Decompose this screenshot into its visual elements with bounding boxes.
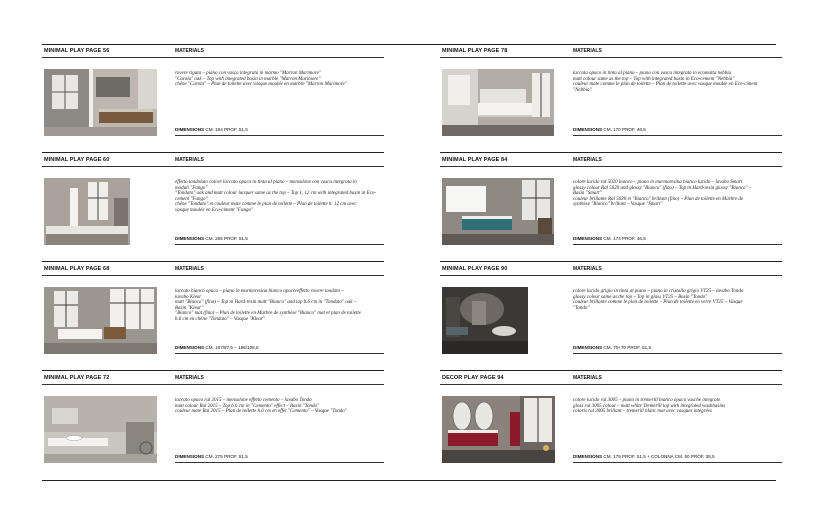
materials-label: MATERIALS — [573, 48, 602, 54]
entry-title: MINIMAL PLAY PAGE 78 — [442, 48, 508, 54]
dimensions-rule — [573, 353, 782, 354]
catalog-entry — [440, 44, 782, 153]
dimensions-value: CM. 194 PROF. 51,5 — [205, 127, 248, 132]
entry-title: MINIMAL PLAY PAGE 60 — [44, 157, 110, 163]
materials-label: MATERIALS — [175, 375, 204, 381]
materials-label: MATERIALS — [573, 375, 602, 381]
dimensions-value: CM. 174 PROF. 46,5 — [603, 236, 646, 241]
dimensions-rule — [175, 244, 384, 245]
materials-label: MATERIALS — [573, 266, 602, 272]
dimensions — [573, 454, 715, 459]
catalog-entry — [42, 371, 384, 480]
dimensions-label: DIMENSIONS — [573, 127, 603, 132]
dimensions-rule — [175, 353, 384, 354]
materials-description: effetto tondolato colore laccato opaco in tinta al piano – mensolone con vasca integrata in moduli "Fango" "Tondato" oak and matt colour lacquer same as the top – Top 1, 12 cm with integrated basin in Eco- cement "Fango" chêne "Tondato" et couleur mate comme le plan de toilette – Plan de toilette h. 12 cm avec vasque moulée en Eco-ciment "Fango" — [175, 180, 377, 213]
entry-header-rule — [42, 166, 384, 167]
bathroom-photo[interactable] — [442, 396, 555, 463]
dimensions-label: DIMENSIONS — [175, 454, 205, 459]
entry-header-rule — [42, 384, 384, 385]
dimensions-rule — [573, 135, 782, 136]
dimensions-value: CM. 175 PROF. 51,5 + COLONNA CM. 50 PROF. 36,5 — [603, 454, 715, 459]
catalog-entry — [440, 262, 782, 371]
right-column — [440, 44, 782, 480]
entry-header-rule — [440, 57, 782, 58]
bathroom-photo[interactable] — [44, 287, 157, 354]
materials-label: MATERIALS — [573, 157, 602, 163]
dimensions-value: CM. 170 PROF. 46,5 — [603, 127, 646, 132]
dimensions — [175, 454, 248, 459]
dimensions — [573, 127, 646, 132]
catalog-entry — [440, 153, 782, 262]
dimensions — [175, 127, 248, 132]
materials-description: laccato bianco opaco – piano in marmoresina bianco opaco/effetto rovere tondato – lavabo Klear matt "Bianco" (fino) – Top in Hard-resin matt "Bianco" and top h.6 cm in "Tondato" oak – Basin "Klear" "Bianco" mat (fino) – Plan de toilette en Marbre de synthèse "Bianco" mat et plan de toilette h.6 cm en chêne "Tondato" – Vasque "Klear" — [175, 289, 361, 322]
page-bottom-rule — [42, 480, 776, 481]
bathroom-photo[interactable] — [442, 287, 528, 354]
materials-label: MATERIALS — [175, 48, 204, 54]
left-column — [42, 44, 384, 480]
catalog-entry — [440, 371, 782, 480]
entry-header-rule — [42, 57, 384, 58]
dimensions — [175, 345, 259, 350]
entry-title: DECOR PLAY PAGE 94 — [442, 375, 504, 381]
entry-title: MINIMAL PLAY PAGE 68 — [44, 266, 110, 272]
materials-description: rovere rigata – piano con vasca integrata in marmo "Marron Marimore" "Carola" oak – Top with integrated basin in marble "Marron Marimore" chêne "Carola" – Plan de toilette avec vasque moulée en marbre "Marron Marimore" — [175, 71, 347, 88]
materials-description: laccato opaco ral 2015 – mensolone effetto cemento – lavabo Tondo matt colour Ral 2015 – Top h.6 cm in "Cemento" effect – Basin "Tondo" couleur mate Ral 2015 – Plan de toilette h.6 cm en effet "Cemento" – Vasque "Tondo" — [175, 398, 347, 415]
dimensions-label: DIMENSIONS — [573, 454, 603, 459]
entry-title: MINIMAL PLAY PAGE 72 — [44, 375, 110, 381]
materials-description: colore lucido grigio in tinta al piano – piano in cristallo grigio VT25 – lavabo Tondo glossy colour same as the top – Top in glass VT25 – Basin "Tondo" couleur brillante comme le plan de toilette – Plan de toilette en verre VT25 – Vasque "Tondo" — [573, 289, 744, 311]
materials-description: colore lucido ral 5020 bianco – piano in marmoresina bianco lucido – lavabo Smart glossy colour Ral 5020 and glossy "Bianco" (fino) – Top in Hard-resin glossy "Bianco" – Basin "Smart" couleur brillante Ral 5020 et "Bianco" brillant (fino) – Plan de toilette en Marbre de synthèse "Bianco" brillant – Vasque "Smart" — [573, 180, 752, 208]
dimensions — [175, 236, 248, 241]
entry-header-rule — [440, 275, 782, 276]
dimensions-label: DIMENSIONS — [573, 236, 603, 241]
dimensions-rule — [175, 462, 384, 463]
catalog-entry — [42, 262, 384, 371]
entry-title: MINIMAL PLAY PAGE 90 — [442, 266, 508, 272]
dimensions-rule — [573, 462, 782, 463]
dimensions — [573, 345, 651, 350]
bathroom-photo[interactable] — [44, 396, 157, 463]
dimensions-rule — [175, 135, 384, 136]
bathroom-photo[interactable] — [442, 69, 554, 136]
materials-label: MATERIALS — [175, 157, 204, 163]
bathroom-photo[interactable] — [44, 178, 130, 245]
dimensions-rule — [573, 244, 782, 245]
materials-description: laccato opaco in tinta al piano – piano con vasca integrata in ecomalta nebbia matt colour same as the top – Top with integrated basin in Eco-cement "Nebbia" couleur mate comme le plan de toilette – Plan de toilette avec vasque moulée en Eco-ciment "Nebbia" — [573, 71, 758, 93]
dimensions-label: DIMENSIONS — [175, 236, 205, 241]
entry-header-rule — [440, 384, 782, 385]
entry-header-rule — [440, 166, 782, 167]
entry-header-rule — [42, 275, 384, 276]
dimensions — [573, 236, 646, 241]
bathroom-photo[interactable] — [44, 69, 157, 136]
dimensions-label: DIMENSIONS — [573, 345, 603, 350]
dimensions-value: CM. 167/87,5 – 195/108,5 — [205, 345, 259, 350]
dimensions-value: CM. 70+70 PROF. 51,5 — [603, 345, 652, 350]
dimensions-value: CM. 275 PROF. 51,5 — [205, 454, 248, 459]
entry-title: MINIMAL PLAY PAGE 84 — [442, 157, 508, 163]
catalog-entry — [42, 153, 384, 262]
dimensions-label: DIMENSIONS — [175, 345, 205, 350]
entry-title: MINIMAL PLAY PAGE 56 — [44, 48, 110, 54]
materials-description: colore lucido ral 3005 – piano in tremerill bianco opaco vasche integrate gloss ral 3005 colour – matt white Tremerill top with integrated washbasins coloris ral 3005 brillant – tremerill blanc mat avec vasques intégrées — [573, 398, 726, 415]
dimensions-value: CM. 265 PROF. 51,5 — [205, 236, 248, 241]
bathroom-photo[interactable] — [442, 178, 554, 245]
materials-label: MATERIALS — [175, 266, 204, 272]
dimensions-label: DIMENSIONS — [175, 127, 205, 132]
catalog-entry — [42, 44, 384, 153]
